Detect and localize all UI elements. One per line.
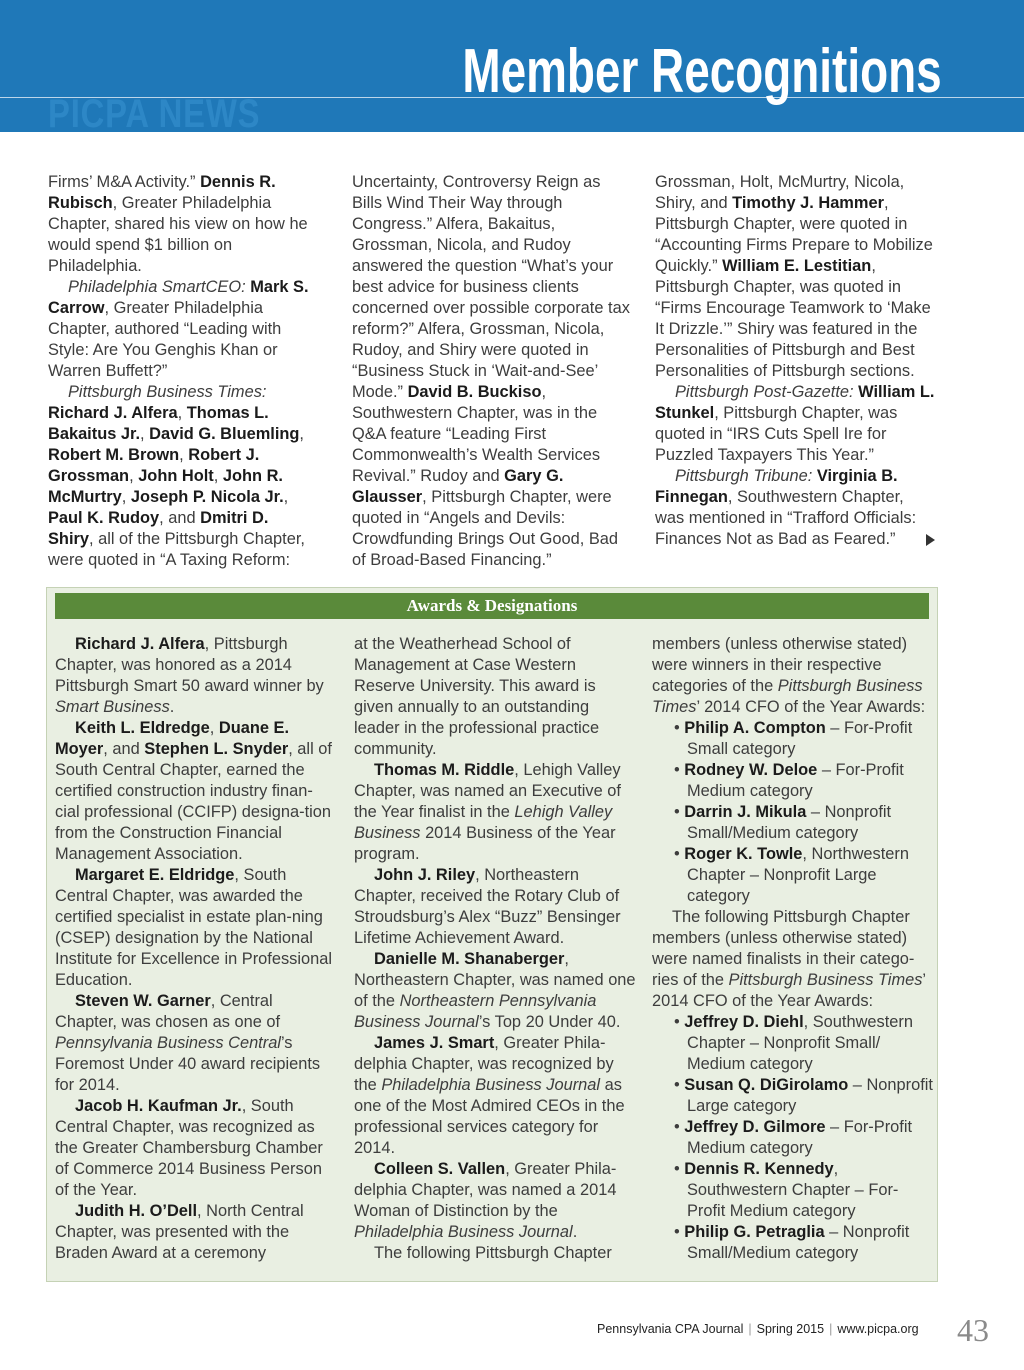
publication-name: Pittsburgh Business Times (728, 971, 923, 989)
text-run: at the Weatherhead School of Management at Case Western Reserve University. This award is given annually to an outstanding leader in the professional practice community. (354, 635, 600, 758)
awards-heading: Awards & Designations (55, 593, 929, 619)
section-label: PICPA NEWS (48, 92, 261, 132)
text-run: • (674, 1223, 685, 1241)
publication-name: Philadelphia Business Journal (381, 1076, 601, 1094)
text-run: , Northwestern Chapter – Nonprofit Large category (687, 845, 909, 905)
paragraph (354, 949, 636, 1033)
member-name: Dmitri D. Shiry (48, 509, 269, 548)
member-name: Judith H. O’Dell (75, 1202, 198, 1220)
text-run: , Southwestern Chapter – For-Profit Medium category (687, 1160, 899, 1220)
footer-publication: Pennsylvania CPA Journal (597, 1322, 744, 1336)
text-run: , Greater Phila-delphia Chapter, was named a 2014 Woman of Distinction by the (354, 1160, 617, 1220)
paragraph (352, 172, 632, 571)
member-name: Steven W. Garner (75, 992, 211, 1010)
awards-column-2 (354, 634, 636, 1264)
paragraph (354, 760, 636, 865)
text-run: . (169, 698, 175, 716)
list-item (652, 1075, 934, 1117)
publication-name: Pittsburgh Post-Gazette: (675, 383, 854, 401)
paragraph (55, 634, 335, 718)
member-name: David G. Bluemling (149, 425, 300, 443)
text-run: , (209, 719, 219, 737)
member-name: Paul K. Rudoy (48, 509, 160, 527)
member-name: Jeffrey D. Diehl (684, 1013, 804, 1031)
publication-name: Northeastern Pennsylvania Business Journal (354, 992, 597, 1031)
member-name: John Holt (138, 467, 214, 485)
footer-issue: Spring 2015 (756, 1322, 825, 1336)
paragraph (354, 1159, 636, 1243)
text-run: – For-Profit Medium category (687, 1118, 913, 1157)
text-run: Firms’ M&A Activity.” (48, 173, 201, 191)
text-run: • (674, 803, 685, 821)
list-item (652, 760, 934, 802)
member-name: Keith L. Eldredge (75, 719, 210, 737)
text-run: , Greater Phila-delphia Chapter, was recognized by the (354, 1034, 614, 1094)
member-name: Richard J. Alfera (48, 404, 178, 422)
member-name: Philip A. Compton (684, 719, 826, 737)
text-run: , Lehigh Valley Chapter, was named an Executive of the Year finalist in the (354, 761, 621, 821)
article-column-2 (352, 172, 632, 571)
text-run: , (129, 467, 139, 485)
text-run: , Southwestern Chapter, was mentioned in “Trafford Officials: Finances Not as Bad as Feared.” (655, 488, 917, 548)
publication-name: Lehigh Valley Business (354, 803, 613, 842)
text-run: , Southwestern Chapter, was in the Q&A feature “Leading First Commonwealth’s Wealth Services Revival.” Rudoy and (352, 383, 601, 485)
member-name: William E. Lestitian (722, 257, 872, 275)
member-name: Dennis R. Rubisch (48, 173, 276, 212)
member-name: Roger K. Towle (684, 845, 803, 863)
member-name: John J. Riley (374, 866, 476, 884)
text-run: , and (103, 740, 145, 758)
paragraph (48, 382, 318, 571)
member-name: John R. McMurtry (48, 467, 283, 506)
text-run: , (179, 446, 189, 464)
text-run: , Greater Philadelphia Chapter, shared his view on how he would spend $1 billion on Philadelphia. (48, 194, 308, 275)
member-name: Gary G. Glausser (352, 467, 564, 506)
member-name: Timothy J. Hammer (732, 194, 884, 212)
text-run: ’s Foremost Under 40 award recipients for 2014. (55, 1034, 321, 1094)
list-item (652, 1012, 934, 1075)
member-name: Robert M. Brown (48, 446, 180, 464)
publication-name: Pittsburgh Business Times: (68, 383, 267, 401)
publication-name: Smart Business (55, 698, 170, 716)
list-item (652, 718, 934, 760)
member-name: Jeffrey D. Gilmore (684, 1118, 826, 1136)
text-run: • (674, 761, 685, 779)
member-name: Susan Q. DiGirolamo (684, 1076, 849, 1094)
continue-arrow-icon (926, 534, 935, 546)
paragraph (48, 172, 318, 277)
text-run: , (299, 425, 304, 443)
member-name: Philip G. Petraglia (684, 1223, 825, 1241)
list-item (652, 844, 934, 907)
member-name: Jacob H. Kaufman Jr. (75, 1097, 242, 1115)
text-run: , all of South Central Chapter, earned the certified construction industry finan-cial professional (CCIFP) designa-tion from the Construction Financial Management Association. (55, 740, 332, 863)
text-run: – Nonprofit Small/Medium category (687, 1223, 910, 1262)
text-run: , Pittsburgh Chapter, was quoted in “Firms Encourage Teamwork to ‘Make It Drizzle.’” Shiry was featured in the Personalities of Pittsburgh and Best Personalities of Pittsburgh sections. (655, 257, 931, 380)
member-name: William L. Stunkel (655, 383, 935, 422)
awards-column-3 (652, 634, 934, 1264)
paragraph (55, 1096, 335, 1201)
awards-column-1 (55, 634, 335, 1264)
list-item (652, 1222, 934, 1264)
member-name: Margaret E. Eldridge (75, 866, 235, 884)
publication-name: Pennsylvania Business Central (55, 1034, 281, 1052)
text-run: as one of the Most Admired CEOs in the professional services category for 2014. (354, 1076, 625, 1157)
publication-name: Pittsburgh Tribune: (675, 467, 813, 485)
text-run: , South Central Chapter, was recognized as the Greater Chambersburg Chamber of Commerce 2014 Business Person of the Year. (55, 1097, 323, 1199)
paragraph (652, 634, 934, 718)
paragraph (652, 907, 934, 1012)
member-name: Richard J. Alfera (75, 635, 205, 653)
text-run: , Pittsburgh Chapter, was honored as a 2014 Pittsburgh Smart 50 award winner by (55, 635, 324, 695)
paragraph (655, 466, 935, 550)
paragraph (354, 1243, 636, 1264)
member-name: Robert J. Grossman (48, 446, 260, 485)
member-name: James J. Smart (374, 1034, 495, 1052)
page-number: 43 (957, 1312, 989, 1348)
text-run: • (674, 1160, 685, 1178)
article-column-3 (655, 172, 935, 550)
text-run: , (121, 488, 131, 506)
text-run: . (572, 1223, 578, 1241)
paragraph (354, 1033, 636, 1159)
text-run: • (674, 1118, 685, 1136)
text-run: , Greater Philadelphia Chapter, authored “Leading with Style: Are You Genghis Khan or Warren Buffett?” (48, 299, 282, 380)
member-name: Virginia B. Finnegan (655, 467, 898, 506)
footer-website[interactable]: www.picpa.org (837, 1322, 919, 1336)
text-run: Grossman, Holt, McMurtry, Nicola, Shiry, and (655, 173, 905, 212)
member-name: Duane E. Moyer (55, 719, 290, 758)
text-run: , (177, 404, 187, 422)
text-run: members (unless otherwise stated) were winners in their respective categories of the (652, 635, 908, 695)
text-run: 2014 Business of the Year program. (354, 824, 616, 863)
text-run: , North Central Chapter, was presented with the Braden Award at a ceremony (55, 1202, 304, 1262)
text-run: – For-Profit Medium category (687, 761, 904, 800)
text-run: ’ 2014 CFO of the Year Awards: (652, 971, 926, 1010)
paragraph (55, 991, 335, 1096)
text-run: , (140, 425, 150, 443)
text-run: , South Central Chapter, was awarded the certified specialist in estate plan-ning (CSEP) designation by the National Institute for Excellence in Professional Education. (55, 866, 332, 989)
page-title: Member Recognitions (462, 37, 942, 106)
text-run: Uncertainty, Controversy Reign as Bills Wind Their Way through Congress.” Alfera, Bakaitus, Grossman, Nicola, and Rudoy answered the question “What’s your best advice for business clients concerned over possible corporate tax reform?” Alfera, Grossman, Nicola, Rudoy, and Shiry were quoted in “Business Stuck in ‘Wait-and-See’ Mode.” (352, 173, 630, 401)
paragraph (55, 718, 335, 865)
text-run: , all of the Pittsburgh Chapter, were quoted in “A Taxing Reform: (48, 530, 305, 569)
page-footer: Pennsylvania CPA Journal | Spring 2015 | www.picpa.org (597, 1322, 919, 1336)
paragraph (48, 277, 318, 382)
member-name: Dennis R. Kennedy (684, 1160, 834, 1178)
text-run: – Nonprofit Large category (687, 1076, 933, 1115)
paragraph (354, 865, 636, 949)
publication-name: Philadelphia Business Journal (354, 1223, 573, 1241)
paragraph (354, 634, 636, 760)
publication-name: Pittsburgh Business Times (652, 677, 923, 716)
page-header (0, 0, 1024, 132)
paragraph (55, 1201, 335, 1264)
text-run: , and (159, 509, 201, 527)
paragraph (655, 382, 935, 466)
publication-name: Philadelphia SmartCEO: (68, 278, 246, 296)
text-run: , (213, 467, 223, 485)
text-run: , Pittsburgh Chapter, was quoted in “IRS Cuts Spell Ire for Puzzled Taxpayers This Year.” (655, 404, 898, 464)
member-name: Joseph P. Nicola Jr. (130, 488, 284, 506)
member-name: Darrin J. Mikula (684, 803, 807, 821)
text-run: , Pittsburgh Chapter, were quoted in “Accounting Firms Prepare to Mobilize Quickly.” (655, 194, 933, 275)
list-item (652, 802, 934, 844)
text-run: The following Pittsburgh Chapter (374, 1244, 612, 1262)
text-run: , Central Chapter, was chosen as one of (55, 992, 281, 1031)
text-run: , Northeastern Chapter, was named one of the (354, 950, 636, 1010)
member-name: Danielle M. Shanaberger (374, 950, 565, 968)
member-name: David B. Buckiso (407, 383, 542, 401)
text-run: • (674, 845, 685, 863)
member-name: Stephen L. Snyder (144, 740, 289, 758)
member-name: Thomas L. Bakaitus Jr. (48, 404, 269, 443)
text-run: ’s Top 20 Under 40. (478, 1013, 621, 1031)
member-name: Colleen S. Vallen (374, 1160, 506, 1178)
paragraph (655, 172, 935, 382)
text-run: ’ 2014 CFO of the Year Awards: (696, 698, 926, 716)
member-name: Thomas M. Riddle (374, 761, 515, 779)
text-run: • (674, 719, 685, 737)
text-run: – Nonprofit Small/Medium category (687, 803, 892, 842)
text-run: , Pittsburgh Chapter, were quoted in “Angels and Devils: Crowdfunding Brings Out Good, Bad of Broad-Based Financing.” (352, 488, 619, 569)
list-item (652, 1117, 934, 1159)
text-run: • (674, 1076, 685, 1094)
list-item (652, 1159, 934, 1222)
paragraph (55, 865, 335, 991)
member-name: Mark S. Carrow (48, 278, 309, 317)
text-run: , Southwestern Chapter – Nonprofit Small/ Medium category (687, 1013, 913, 1073)
text-run: , Northeastern Chapter, received the Rotary Club of Stroudsburg’s Alex “Buzz” Bensinger Lifetime Achievement Award. (354, 866, 621, 947)
text-run: • (674, 1013, 685, 1031)
article-column-1 (48, 172, 318, 571)
text-run: , (283, 488, 289, 506)
member-name: Rodney W. Deloe (684, 761, 818, 779)
text-run: – For-Profit Small category (687, 719, 913, 758)
text-run: The following Pittsburgh Chapter members (unless otherwise stated) were named finalists in their catego-ries of the (652, 908, 915, 989)
